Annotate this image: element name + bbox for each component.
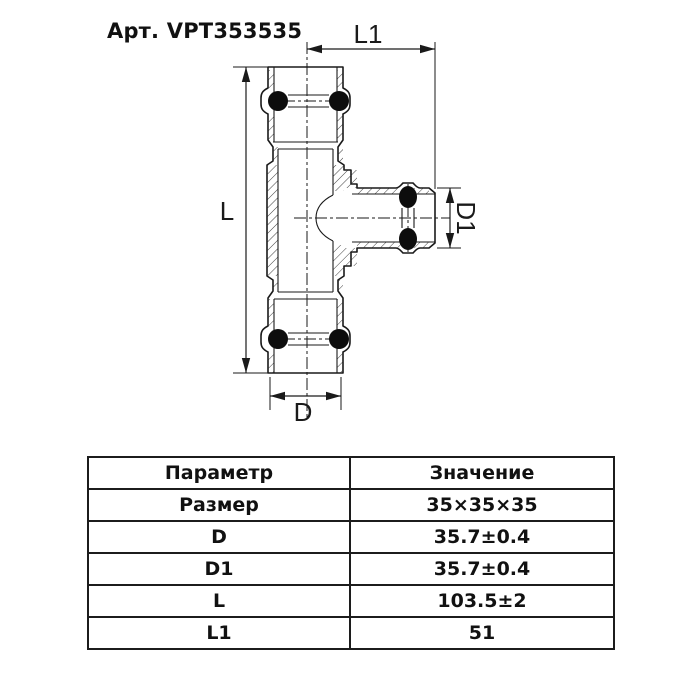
dimension-l <box>220 67 268 373</box>
fitting-outline <box>261 67 435 373</box>
parameters-table <box>87 456 615 650</box>
parameter-cell: L <box>88 585 350 617</box>
value-cell: 35.7±0.4 <box>350 521 614 553</box>
table-row <box>88 553 614 585</box>
header-parameter: Параметр <box>88 457 350 489</box>
value-cell: 35×35×35 <box>350 489 614 521</box>
dim-label-l1: L1 <box>353 19 383 49</box>
o-ring <box>329 91 349 111</box>
fitting-body <box>261 42 450 418</box>
o-ring <box>329 329 349 349</box>
arrowhead-down <box>446 233 454 248</box>
o-ring <box>268 329 288 349</box>
dim-label-l: L <box>219 196 235 226</box>
table-row <box>88 489 614 521</box>
value-cell: 35.7±0.4 <box>350 553 614 585</box>
arrowhead-left <box>307 45 322 53</box>
o-ring <box>399 186 417 208</box>
table-header-row <box>88 457 614 489</box>
parameter-cell: Размер <box>88 489 350 521</box>
header-value: Значение <box>350 457 614 489</box>
arrowhead-left <box>270 392 285 400</box>
arrowhead-up <box>242 67 250 82</box>
dim-label-d: D <box>293 397 313 427</box>
dimension-d <box>270 377 341 427</box>
arrowhead-right <box>326 392 341 400</box>
o-ring <box>268 91 288 111</box>
arrowhead-down <box>242 358 250 373</box>
dim-label-d1: D1 <box>451 201 481 235</box>
table-row <box>88 585 614 617</box>
article-number: Арт. VPT353535 <box>107 19 303 43</box>
arrowhead-right <box>420 45 435 53</box>
table-row <box>88 617 614 649</box>
parameter-cell: D <box>88 521 350 553</box>
value-cell: 103.5±2 <box>350 585 614 617</box>
parameter-cell: D1 <box>88 553 350 585</box>
value-cell: 51 <box>350 617 614 649</box>
table-body <box>88 489 614 649</box>
parameter-cell: L1 <box>88 617 350 649</box>
o-ring <box>399 228 417 250</box>
table-row <box>88 521 614 553</box>
